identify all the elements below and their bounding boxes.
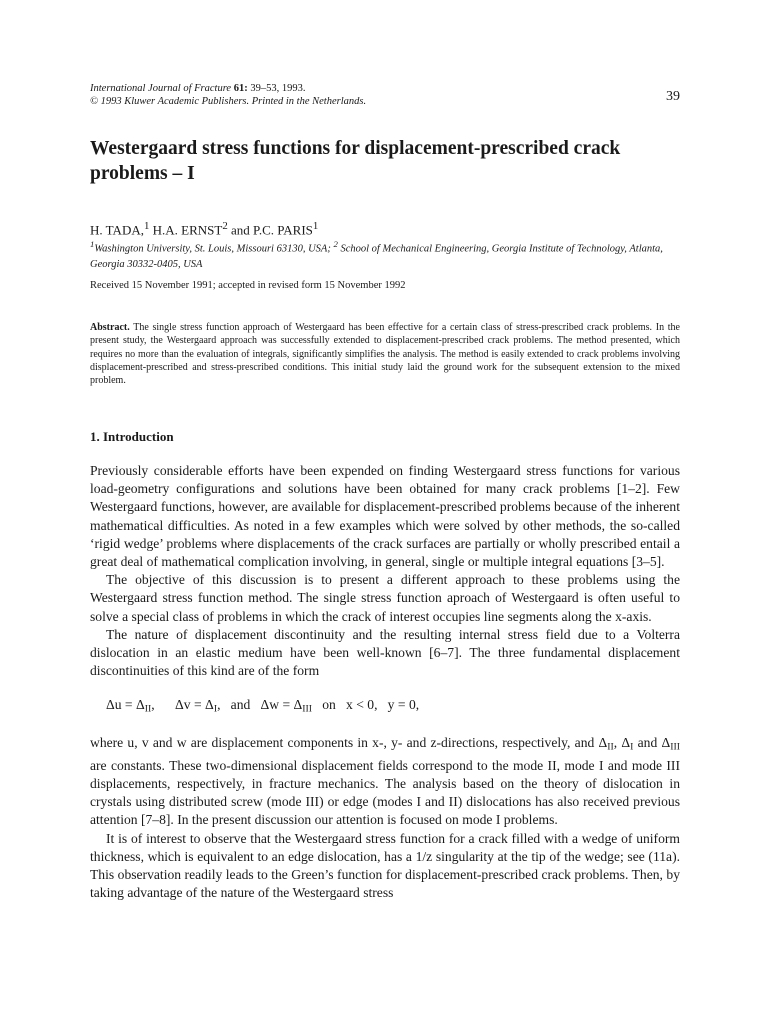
- affiliations: [90, 237, 680, 272]
- equation: $\Delta u = \Delta_{II}$, $\Delta v = \Delta_I$, and $\Delta w = \Delta_{III}$ on x < 0, y = 0,: [106, 697, 420, 715]
- author-name: H. TADA,: [90, 222, 144, 238]
- paragraph: The nature of displacement discontinuity and the resulting internal stress field due to a Volterra dislocation in an elastic medium have been well-known [6–7]. The three fundamental displacement discontinuities of this kind are of the form: [90, 626, 680, 679]
- author-affiliation-marker: 1: [312, 220, 319, 232]
- affiliation-marker: 2: [333, 239, 338, 249]
- section-heading: 1. Introduction: [90, 429, 174, 444]
- author-affiliation-marker: 2: [222, 220, 228, 232]
- affiliation-2: School of Mechanical Engineering, Georgia Institute of Technology, Atlanta, Georgia 30332-0405, USA: [90, 243, 663, 270]
- affiliation-marker: 1: [90, 239, 95, 249]
- subscript: I: [213, 703, 218, 715]
- journal-header: [90, 82, 680, 108]
- journal-name: International Journal of Fracture: [90, 83, 232, 94]
- subscript: III: [302, 703, 313, 715]
- paragraph: Previously considerable efforts have been expended on finding Westergaard stress functions for various load-geometry configurations and solutions have been obtained for many crack problems [1–2]. Few Westergaard functions, however, are available for displacement-prescribed problems because of the inherent mathematical difficulties. As noted in a few examples which were solved by other methods, the so-called ‘rigid wedge’ problems where displacements of the crack surfaces are partially or wholly prescribed entail a great deal of mathematical complication involving, in general, single or multiple integral equations [3–5].: [90, 463, 680, 570]
- copyright-notice: © 1993 Kluwer Academic Publishers. Printed in the Netherlands.: [90, 96, 367, 107]
- body-text: [90, 462, 680, 902]
- subscript: III: [670, 741, 680, 753]
- journal-pages-year: 39–53, 1993.: [250, 83, 306, 94]
- abstract-text: The single stress function approach of Westergaard has been effective for a certain class of stress-prescribed crack problems. In the present study, the Westergaard approach was successfully extended to displacement-prescribed crack problems. The method presented, which requires no more than the evaluation of integrals, significantly simplifies the analysis. The method is easily extended to crack problems involving displacement-prescribed and stress-prescribed conditions. This initial study laid the ground work for the subsequent extension to the mixed problem.: [90, 322, 680, 387]
- author-affiliation-marker: 1: [143, 220, 150, 232]
- abstract-label: Abstract.: [90, 322, 130, 333]
- author-connector: and: [231, 222, 250, 238]
- paper-title: Westergaard stress functions for displacement-prescribed crack problems – I: [90, 138, 621, 184]
- paragraph: where u, v and w are displacement components in x-, y- and z-directions, respectively, and $\Delta_{II}$, $\Delta_I$ and $\Delta_{III}$ are constants. These two-dimensional displacement fields correspond to the mode II, mode I and mode III displacements, respectively, in fracture mechanics. The analysis based on the theory of dislocation in crystals using distributed screw (mode III) or edge (modes I and II) dislocations has also received previous attention [7–8]. In the present discussion our attention is focused on mode I problems.: [90, 735, 680, 828]
- author-name: P.C. PARIS: [253, 222, 313, 238]
- abstract: [90, 321, 680, 387]
- paragraph: It is of interest to observe that the Westergaard stress function for a crack filled with a wedge of uniform thickness, which is equivalent to an edge dislocation, has a 1/z singularity at the tip of the wedge; see (11a). This observation readily leads to the Green’s function for displacement-prescribed crack problems. Then, by taking advantage of the nature of the Westergaard stress: [90, 830, 680, 901]
- subscript: I: [630, 741, 634, 753]
- affiliation-1: Washington University, St. Louis, Missouri 63130, USA;: [94, 243, 331, 255]
- received-dates: Received 15 November 1991; accepted in revised form 15 November 1992: [90, 280, 406, 291]
- subscript: II: [144, 703, 152, 715]
- page-number: 39: [666, 89, 680, 104]
- subscript: II: [607, 741, 614, 753]
- author-list: [90, 220, 318, 238]
- journal-volume: 61:: [233, 83, 248, 94]
- journal-citation: [90, 82, 680, 95]
- paragraph: The objective of this discussion is to present a different approach to these problems using the Westergaard stress function method. The single stress function aproach of Westergaard is often useful to solve a special class of problems in which the crack of interest occupies line segments along the x-axis.: [90, 572, 680, 624]
- author-name: H.A. ERNST: [152, 222, 223, 238]
